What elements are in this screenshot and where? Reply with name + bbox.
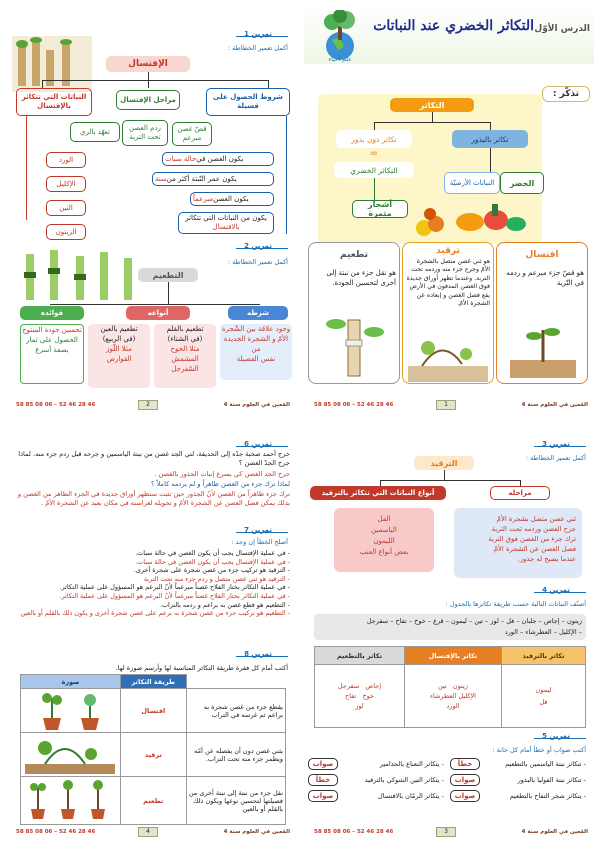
potted-plant-icon — [25, 690, 115, 730]
footer-page-number: 3 — [436, 827, 456, 837]
graft-type-bud: تطعيم بالعين (في الربيع) مثلا اللّوز القوارص — [88, 324, 150, 388]
page-title: التكاثر الخضري عند النباتات — [373, 18, 534, 34]
tf-answer[interactable]: صواب — [450, 774, 480, 786]
layering-plants-list: الفل الياسمين الليمون بعض أنواع العنب — [334, 508, 434, 572]
exercise-7-instruction: أصلح الخطأ إن وجد : — [231, 538, 288, 546]
plant-item: الورد — [46, 152, 86, 168]
cutting-stages-header: مراحل الإفتسال — [116, 90, 180, 110]
row-picture — [21, 733, 121, 777]
cutting-plants-header: النباتات التي تتكاثر بالإفتسال — [16, 88, 92, 116]
method-layering-title: ترقيد — [436, 246, 460, 256]
cuttings-photo-icon — [12, 36, 92, 92]
cutting-root-box: الإفتسال — [106, 56, 190, 72]
page-4 — [6, 428, 296, 843]
plant-item: التين — [46, 200, 86, 216]
grafting-branch-icon — [318, 310, 390, 380]
exercise-2-instruction: أكمل تعمير الخطاطة : — [227, 258, 288, 266]
cutting-plant-icon — [510, 322, 576, 378]
classification-table — [314, 646, 586, 728]
footer-phone: 58 85 08 06 – 52 46 28 46 — [16, 402, 96, 408]
footer-book-title: المُعين في العلوم سنة 4 — [521, 402, 588, 408]
footer-page-number: 4 — [138, 827, 158, 837]
footer-phone: 58 85 08 06 – 52 46 28 46 — [16, 829, 96, 835]
exercise-3-label: تمرين 3 — [542, 440, 570, 448]
tf-answer[interactable]: صواب — [308, 758, 338, 770]
fruit-trees-box: أشجار مثمرة — [352, 200, 408, 218]
ex6-answer-1: جرح الجد الغصن كي يسرع إنبات الجذور بالغصن . — [154, 470, 290, 478]
row-description: يثني غصن دون أن يفصله عن أمّه ويطمر جزء منه تحت التراب. — [186, 733, 285, 777]
row-method: ترقيد — [120, 733, 186, 777]
layering-steps-header: مراحله — [490, 486, 550, 500]
footer-book-title: المُعين في العلوم سنة 4 — [223, 829, 290, 835]
exercise-6-label: تمرين 6 — [244, 440, 272, 448]
footer-book-title: المُعين في العلوم سنة 4 — [223, 402, 290, 408]
branch-noseed: تكاثر دون بذور — [336, 130, 412, 148]
vegetables-icon — [452, 196, 532, 236]
condition-item: يكون الغصن في حالة سبات — [162, 152, 274, 166]
tf-answer[interactable]: صواب — [450, 790, 480, 802]
graft-type-scion: تطعيم بالقلم (في الشتاء) مثلا الخوخ المشمش السّفرجل — [154, 324, 216, 388]
layering-plant-icon — [408, 336, 488, 382]
condition-item: يكون الغصن مبرعماً — [190, 192, 274, 206]
cell-grafting: إجاص سفرجل خوخ تفاح لوز — [315, 665, 405, 728]
row-method: افتسال — [120, 689, 186, 733]
tf-statement: - تتكاثر نبتة الياسمين بالتطعيم — [505, 760, 586, 768]
equals-sign: = — [369, 148, 379, 159]
stage-cut: قصّ غصن مبرعم — [172, 122, 212, 146]
method-cutting-text: هو قصّ جزء مبرعم و ردمه في التّربة — [506, 269, 584, 287]
exercise-8-instruction: أكتب أمام كل فقرة طريقة التكاثر المناسبة لها وأرسم صورة لها. — [115, 664, 288, 672]
exercise-7-label: تمرين 7 — [244, 526, 272, 534]
footer-page-number: 1 — [436, 400, 456, 410]
stage-bury: ردم الغصن تحت التربة — [122, 120, 168, 146]
exercise-5-label: تمرين 5 — [542, 732, 570, 740]
benefits-list: تحسين جودة المنتوج الحصول على ثمار بصفة أسرع — [20, 324, 84, 384]
layering-steps-list: ثني غصن متصل بشجرة الأمّ جرح الغصن وردمه تحت التربة ترك جزء من الغصن فوق التربة فصل الغصن عن الشجرة الأمّ عندما يصبح له جذور. — [454, 508, 582, 578]
row-description: يقطع جزء من غصن شجرة به براعم ثم غرسه في التراب — [186, 689, 285, 733]
method-layering-text: هو ثني غصن متصل بالشجرة الأمّ وجرح جزء منه وردمه تحت التربة. وعندما تظهر أوراق جديدة فوق الغصن المدفون في الأرض يقع فصل الغصن و إبعاده عن الشجرة الأمّ. — [406, 258, 490, 308]
plant-list-box: زيتون – إجاص – جلبان – فل – لوز – تين – ليمون – قرع – خوخ – تفاح – سفرجل – الإكليل – العطرشاء – الورد — [314, 614, 586, 640]
method-grafting-text: هو نقل جزء من نبتة إلى أخرى لتحسين الجودة. — [326, 269, 396, 287]
cell-layering: ليمون فل — [501, 665, 585, 728]
method-grafting-title: تطعيم — [340, 250, 368, 260]
exercise-8-label: تمرين 8 — [244, 650, 272, 658]
footer-page-number: 2 — [138, 400, 158, 410]
tf-answer[interactable]: خطأ — [308, 774, 338, 786]
page-1 — [304, 6, 594, 416]
branch-seed: تكاثر بالبذور — [452, 130, 528, 148]
tf-statement: - يتكاثر التين الشوكي بالترقيد — [364, 776, 444, 784]
reminder-label: تذكّر : — [542, 86, 590, 102]
grafted-pots-icon — [25, 779, 115, 821]
method-table — [20, 674, 286, 825]
ex6-question-2: لماذا ترك جزء من الغصن ظاهراً و لم يردمه كاملاً ؟ — [151, 480, 290, 488]
tf-answer[interactable]: خطأ — [450, 758, 480, 770]
grafting-types-header: أنواعه — [126, 306, 190, 320]
cutting-conditions-header: شروط الحصول على فسيلة — [206, 88, 290, 116]
ex7-list: - في عملية الإفتسال يجب أن يكون الغصن في حالة سبات. - في عملية الإفتسال يجب أن يكون الغصن في حالة سبات. - الترقيد هو تركيب جزء من غصن شجرة على شجرة أخرى. - الترقيد هو ثني غصن متصل و ردم جزء منه تحت التربة - في عملية التكاثر بختار الفلاح غصناً مبرعماً لأنّ البرعم هو المسؤول على عملية التكاثر. - في عملية التكاثر بختار الفلاح غصناً مبرعماً لأنّ البرعم هو المسؤول على عملية التكاثر. - التطعيم هو قطع غصن به براعم و ردمه بالتراب. - التطعيم هو تركيب جزء من غصن شجرة به برعم على غصن شجرة أخرى و يكون ذلك بالقلم أو بالعين — [20, 549, 290, 618]
grafting-root-box: التطعيم — [138, 268, 198, 282]
layering-sketch-icon — [25, 734, 115, 774]
tf-answer[interactable]: صواب — [308, 790, 338, 802]
page-3 — [304, 428, 594, 843]
tf-statement: - يتكاثر شجر التفاح بالتطعيم — [509, 792, 586, 800]
ex6-answer-2: ترك جزء ظاهراً من الغصن لأنّ الجذور حين تثبت ستظهر أوراق جديدة في الجزء الظاهر من الغصن و بذلك يمكن فصل الغصن عن الشجرة الأمّ و تحويله لغراسته في مكان بعيد عن الشجرة الأمّ . — [17, 490, 290, 507]
exercise-5-instruction: أكتب صواب أو خطأ أمام كل خانة : — [492, 746, 586, 754]
col-method: طريقة التكاثر — [120, 675, 186, 689]
lesson-tag: الدرس الأوّل — [534, 24, 590, 34]
exercise-3-instruction: أكمل تعمير الخطاطة : — [525, 454, 586, 462]
exercise-1-instruction: أكمل تعمير الخطاطة : — [227, 44, 288, 52]
layering-plants-header: أنواع النباتات التي تتكاثر بالترقيد — [310, 486, 446, 500]
row-description: نقل جزء من نبتة إلى نبتة أخرى من فصيلتها لتحسين نوعها ويكون ذلك بالقلم أو بالعين — [186, 777, 285, 825]
footer — [304, 400, 594, 412]
col-picture: صورة — [21, 675, 121, 689]
col-cutting: تكاثر بالإفتسال — [404, 647, 501, 665]
footer-book-title: المُعين في العلوم سنة 4 — [521, 829, 588, 835]
tf-statement: - يتكاثر الرمّان بالافتسال — [378, 792, 444, 800]
footer-phone: 58 85 08 06 – 52 46 28 46 — [314, 402, 394, 408]
root-box: التكاثر — [390, 98, 474, 112]
tf-statement: - تتكاثر نبتة الفوليا بالبذور — [517, 776, 586, 784]
grafting-benefits-header: فوائده — [20, 306, 84, 320]
exercise-2-label: تمرين 2 — [244, 242, 272, 250]
grafting-photo-icon — [20, 248, 150, 300]
page-2 — [6, 6, 296, 416]
exercise-4-label: تمرين 4 — [542, 586, 570, 594]
method-cutting-title: افتسال — [525, 250, 559, 260]
layering-root-box: الترقيد — [414, 456, 474, 470]
footer — [6, 827, 296, 839]
col-grafting: تكاثر بالتطعيم — [315, 647, 405, 665]
tree-globe-logo-icon — [312, 10, 368, 62]
graft-condition-text: وجود علاقة بين الشّجرة الأمّ و الشجرة الجديدة من نفس الفصيلة — [220, 324, 292, 380]
cell-cutting: زيتون تين الإكليل العطرشاء الورد — [404, 665, 501, 728]
vegetative-box: التكاثر الخضري — [334, 162, 414, 178]
stage-care: تعهّد بالري — [70, 122, 120, 142]
row-picture — [21, 777, 121, 825]
plant-item: الزيتون — [46, 224, 86, 240]
footer — [304, 827, 594, 839]
plant-item: الإكليل — [46, 176, 86, 192]
fruit-icon — [410, 202, 450, 242]
tf-statement: - يتكاثر النعناع بالجذامير — [379, 760, 444, 768]
condition-item: يكون من النباتات التي تتكاثر بالافتسال — [178, 212, 274, 234]
row-picture — [21, 689, 121, 733]
logo-text: علم أحياء — [328, 56, 352, 63]
green-box: الخضر — [500, 172, 544, 194]
earthy-box: النباتات الأرضيّة — [444, 172, 500, 194]
condition-item: يكون عمر النّبتة أكثر من سنة — [152, 172, 274, 186]
exercise-1-label: تمرين 1 — [244, 30, 272, 38]
footer — [6, 400, 296, 412]
row-method: تطعيم — [120, 777, 186, 825]
grafting-condition-header: شرطه — [228, 306, 288, 320]
exercise-4-instruction: أصنّف النباتات التالية حسب طريقة تكاثرها بالجدول : — [445, 600, 586, 608]
col-layering: تكاثر بالترقيد — [501, 647, 585, 665]
ex6-question-1: خرج أحمد صحبة جدّه إلى الحديقة، لتي الجد غصن من نبتة الياسمين و جرحه قبل ردم جزء منه. لماذا جرح الجدّ الغصن ؟ — [18, 450, 290, 467]
footer-phone: 58 85 08 06 – 52 46 28 46 — [314, 829, 394, 835]
